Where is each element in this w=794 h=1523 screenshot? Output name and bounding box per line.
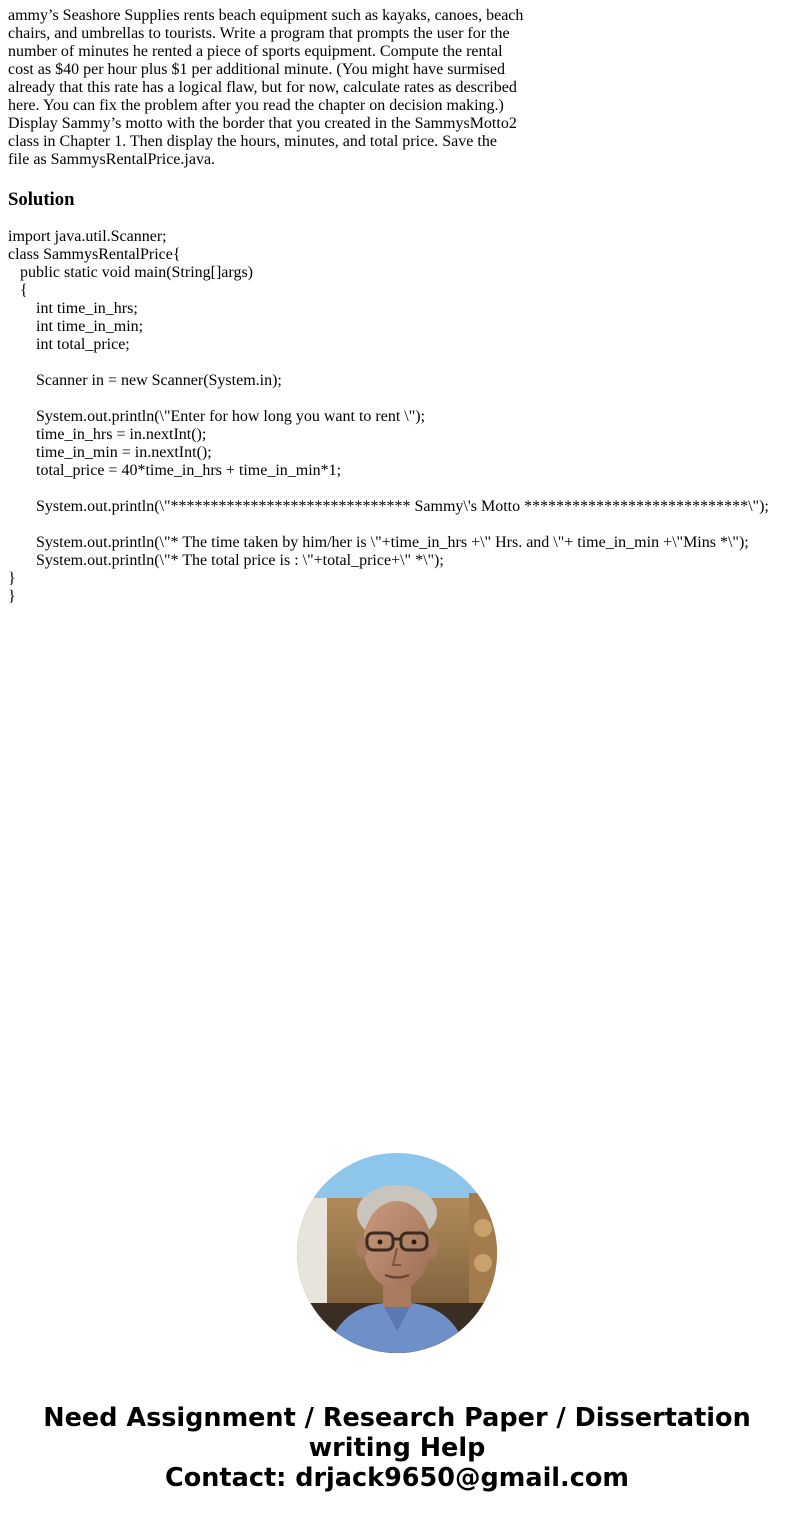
question-line: file as SammysRentalPrice.java. (8, 151, 216, 168)
code-line: } (8, 570, 16, 587)
question-line: here. You can fix the problem after you read the chapter on decision making.) (8, 97, 504, 114)
code-line: int time_in_min; (8, 318, 144, 335)
code-line: System.out.println(\"* The time taken by him/her is \"+time_in_hrs +\" Hrs. and \"+ time_in_min +\"Mins *\"); (8, 534, 749, 551)
code-line (8, 354, 769, 372)
code-line: import java.util.Scanner; (8, 228, 167, 245)
question-line: chairs, and umbrellas to tourists. Write a program that prompts the user for the (8, 25, 510, 42)
code-line: System.out.println(\"Enter for how long you want to rent \"); (8, 408, 426, 425)
code-line: int time_in_hrs; (8, 300, 138, 317)
solution-heading: Solution (8, 189, 75, 210)
code-line: time_in_min = in.nextInt(); (8, 444, 212, 461)
tutor-avatar (297, 1153, 497, 1353)
promo-banner (0, 1403, 794, 1493)
code-line: int total_price; (8, 336, 130, 353)
code-line (8, 390, 769, 408)
promo-line: writing Help (308, 1433, 486, 1463)
code-line: System.out.println(\"* The total price is : \"+total_price+\" *\"); (8, 552, 444, 569)
question-line: ammy’s Seashore Supplies rents beach equipment such as kayaks, canoes, beach (8, 7, 524, 24)
question-line: already that this rate has a logical flaw, but for now, calculate rates as described (8, 79, 517, 96)
code-line: System.out.println(\"****************************** Sammy\'s Motto ****************************\"); (8, 498, 769, 515)
code-line: time_in_hrs = in.nextInt(); (8, 426, 207, 443)
code-line: public static void main(String[]args) (8, 264, 253, 281)
code-line: } (8, 588, 16, 605)
code-line: class SammysRentalPrice{ (8, 246, 181, 263)
promo-line: Need Assignment / Research Paper / Dissertation (43, 1403, 751, 1433)
code-line: { (8, 282, 28, 299)
tutor-portrait-icon (297, 1153, 497, 1353)
question-line: class in Chapter 1. Then display the hours, minutes, and total price. Save the (8, 133, 497, 150)
question-text (8, 7, 523, 169)
code-line: total_price = 40*time_in_hrs + time_in_min*1; (8, 462, 342, 479)
code-line (8, 516, 769, 534)
question-line: number of minutes he rented a piece of sports equipment. Compute the rental (8, 43, 503, 60)
question-line: cost as $40 per hour plus $1 per additional minute. (You might have surmised (8, 61, 505, 78)
question-line: Display Sammy’s motto with the border that you created in the SammysMotto2 (8, 115, 517, 132)
code-line: Scanner in = new Scanner(System.in); (8, 372, 282, 389)
code-block (8, 228, 769, 606)
code-line (8, 480, 769, 498)
contact-email: Contact: drjack9650@gmail.com (165, 1463, 629, 1493)
